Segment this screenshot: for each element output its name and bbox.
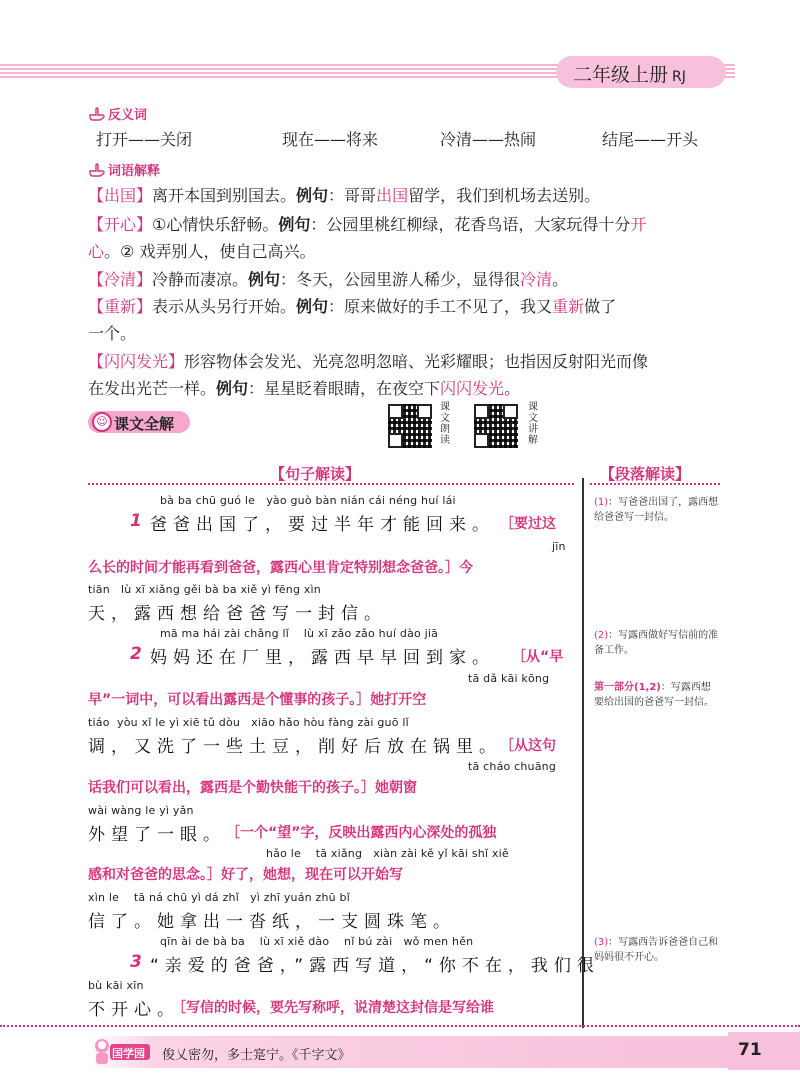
comment: 话我们可以看出，露西是个勤快能干的孩子。］她朝窗 xyxy=(88,780,417,796)
pinyin-line: bù kāi xīn xyxy=(88,979,144,992)
definition-line: 【开心】①心情快乐舒畅。例句：公园里桃红柳绿，花香鸟语，大家玩得十分开 xyxy=(88,215,647,234)
pinyin-line: jīn xyxy=(552,540,566,553)
pinyin-line: tā dǎ kāi kōng xyxy=(468,672,550,685)
pinyin-line: mā ma hái zài chǎng lǐ lù xī zǎo zǎo huí dào jiā xyxy=(160,627,439,640)
qr-label-reading: 课文朗读 xyxy=(440,402,450,446)
text-line: 妈妈还在厂里，露西早早回到家。 xyxy=(150,648,495,668)
antonym-pair: 结尾——开头 xyxy=(602,130,699,149)
paragraph-number: 3 xyxy=(130,952,142,972)
pinyin-line: hǎo le tā xiǎng xiàn zài kě yǐ kāi shǐ xiě xyxy=(266,847,509,860)
comment: ［写信的时候，要先写称呼，说清楚这封信是写给谁 xyxy=(172,1000,494,1016)
side-note: 第一部分(1,2)：写露西想要给出国的爸爸写一封信。 xyxy=(594,682,714,708)
antonym-pair: 现在——将来 xyxy=(282,130,379,149)
side-note: (3)：写露西告诉爸爸自己和妈妈很不开心。 xyxy=(594,937,719,963)
grade-label: 二年级上册 RJ xyxy=(573,64,686,86)
smile-icon: ☺ xyxy=(92,412,112,432)
definition-line: 一个。 xyxy=(88,324,137,343)
text-line: 爸爸出国了，要过半年才能回来。 xyxy=(150,515,495,535)
hand-pointer-icon xyxy=(88,106,106,122)
qr-label-explain: 课文讲解 xyxy=(528,402,538,446)
side-note: (1)：写爸爸出国了，露西想给爸爸写一封信。 xyxy=(594,497,719,523)
paragraph-number: 2 xyxy=(130,644,142,664)
pinyin-line: wài wàng le yì yǎn xyxy=(88,804,194,817)
definition-line: 【闪闪发光】形容物体会发光、光亮忽明忽暗、光彩耀眼；也指因反射阳光而像 xyxy=(88,352,649,371)
text-line: 不开心。 xyxy=(88,1000,180,1020)
pinyin-line: tā cháo chuāng xyxy=(468,760,557,773)
pinyin-line: tiān lù xī xiǎng gěi bà ba xiě yì fēng xìn xyxy=(88,583,321,596)
comment: 感和对爸爸的思念。］好了，她想，现在可以开始写 xyxy=(88,867,403,883)
section-badge-label: 课文全解 xyxy=(114,415,175,433)
qr-code-explain[interactable] xyxy=(474,404,518,448)
footer-divider xyxy=(0,1025,800,1027)
definition-line: 【冷清】冷静而凄凉。例句：冬天，公园里游人稀少，显得很冷清。 xyxy=(88,270,569,289)
pinyin-line: bà ba chū guó le yào guò bàn nián cái néng huí lái xyxy=(160,494,456,507)
divider xyxy=(88,483,574,485)
footer-quote: 俊乂密勿，多士寔宁。《千字文》 xyxy=(162,1048,351,1063)
comment: ［从“早 xyxy=(512,649,564,665)
antonym-title: 反义词 xyxy=(88,104,147,123)
definition-line: 【重新】表示从头另行开始。例句：原来做好的手工不见了，我又重新做了 xyxy=(88,297,617,316)
qr-code-reading[interactable] xyxy=(388,404,432,448)
text-line: 外望了一眼。 xyxy=(88,825,226,845)
side-note: (2)：写露西做好写信前的准备工作。 xyxy=(594,630,719,656)
page-number: 71 xyxy=(738,1040,762,1060)
sentence-analysis-title: 【句子解读】 xyxy=(270,465,361,483)
paragraph-analysis-title: 【段落解读】 xyxy=(600,465,691,483)
definition-line: 在发出光芒一样。例句：星星眨着眼睛，在夜空下闪闪发光。 xyxy=(88,379,521,398)
definition-line: 心。② 戏弄别人，使自己高兴。 xyxy=(88,242,316,261)
comment: 么长的时间才能再看到爸爸，露西心里肯定特别想念爸爸。］今 xyxy=(88,560,473,576)
antonym-pair: 打开——关闭 xyxy=(96,130,193,149)
guoxueyuan-logo: 国学园 xyxy=(92,1036,152,1066)
divider xyxy=(590,483,720,485)
paragraph-number: 1 xyxy=(130,511,142,531)
definition-title: 词语解释 xyxy=(88,160,160,179)
comment: ［要过这 xyxy=(500,516,556,532)
comment: ［从这句 xyxy=(500,738,556,754)
column-divider xyxy=(582,478,584,1028)
text-line: 调，又洗了一些土豆，削好后放在锅里。 xyxy=(88,737,502,757)
hand-pointer-icon xyxy=(88,162,106,178)
pinyin-line: qīn ài de bà ba lù xī xiě dào nǐ bú zài wǒ men hěn xyxy=(160,935,474,948)
text-line: “亲爱的爸爸，”露西写道，“你不在，我们很 xyxy=(150,956,600,976)
pinyin-line: xìn le tā ná chū yì dá zhǐ yì zhī yuán zhū bǐ xyxy=(88,891,350,904)
text-line: 信了。她拿出一沓纸，一支圆珠笔。 xyxy=(88,912,456,932)
comment: ［一个“望”字，反映出露西内心深处的孤独 xyxy=(226,825,497,841)
definition-line: 【出国】离开本国到别国去。例句：哥哥出国留学，我们到机场去送别。 xyxy=(88,186,601,205)
comment: 早”一词中，可以看出露西是个懂事的孩子。］她打开空 xyxy=(88,692,427,708)
pinyin-line: tiáo yòu xǐ le yì xiē tǔ dòu xiāo hǎo hòu fàng zài guō lǐ xyxy=(88,716,409,729)
text-line: 天，露西想给爸爸写一封信。 xyxy=(88,604,387,624)
antonym-pair: 冷清——热闹 xyxy=(440,130,537,149)
